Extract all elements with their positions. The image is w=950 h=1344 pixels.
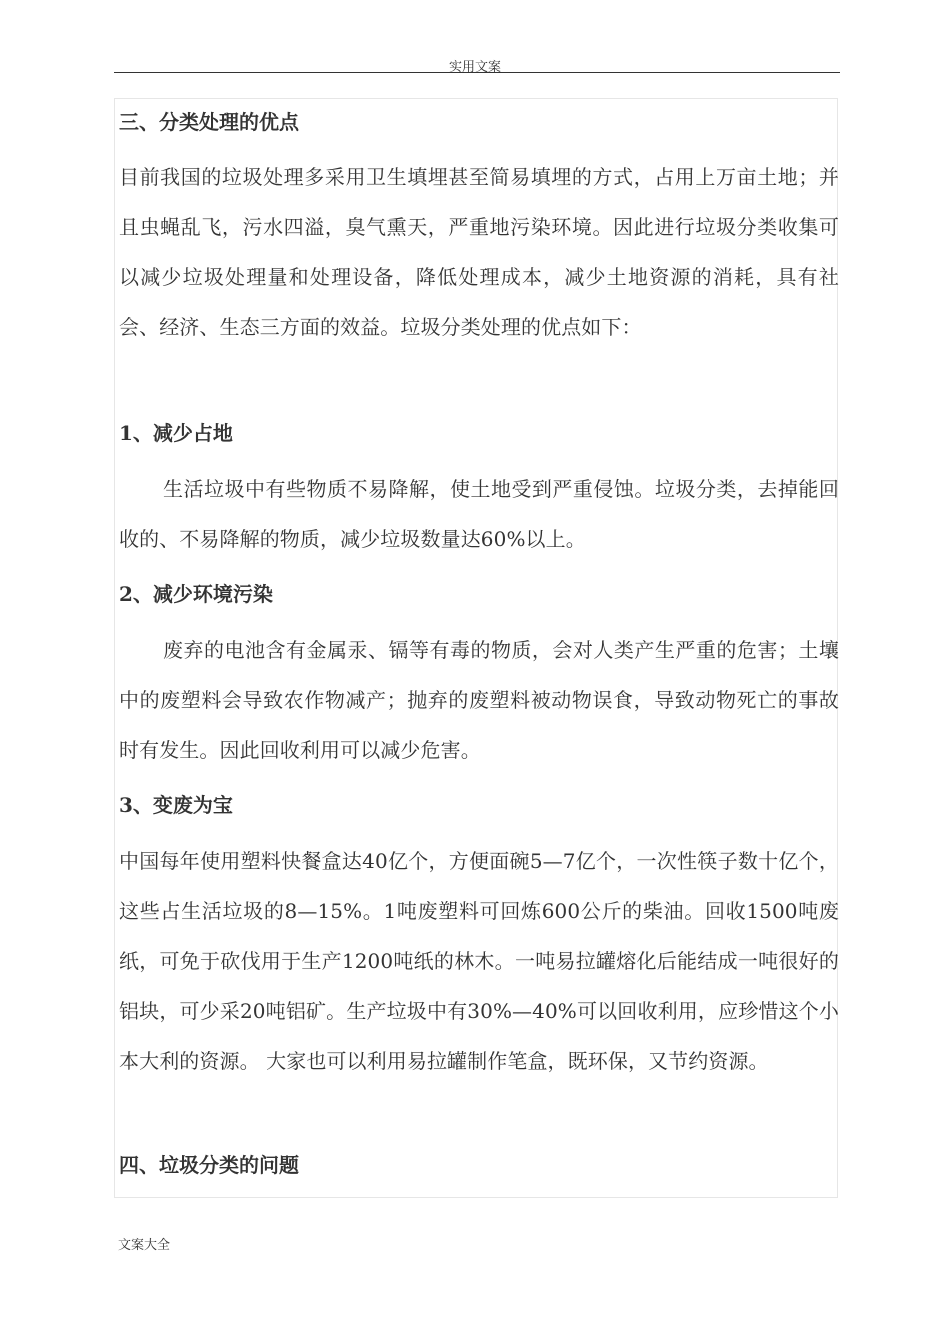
section-heading-advantages: 三、分类处理的优点: [119, 110, 299, 134]
paragraph-reduce-pollution: 废弃的电池含有金属汞、镉等有毒的物质，会对人类产生严重的危害；土壤中的废塑料会导致农作物减产；抛弃的废塑料被动物误食，导致动物死亡的事故时有发生。因此回收利用可以减少危害。: [119, 638, 839, 762]
header-divider: [114, 72, 840, 73]
page-header: 实用文案: [448, 60, 501, 75]
subheading-reduce-land-use: 1、减少占地: [119, 421, 233, 445]
page-footer: 文案大全: [118, 1238, 171, 1253]
paragraph-reduce-land-use: 生活垃圾中有些物质不易降解，使土地受到严重侵蚀。垃圾分类，去掉能回收的、不易降解的物质，减少垃圾数量达60%以上。: [119, 477, 839, 551]
subheading-waste-to-treasure: 3、变废为宝: [119, 793, 233, 817]
paragraph-waste-to-treasure: 中国每年使用塑料快餐盒达40亿个，方便面碗5—7亿个，一次性筷子数十亿个，这些占生活垃圾的8—15%。1吨废塑料可回炼600公斤的柴油。回收1500吨废纸，可免于砍伐用于生产1200吨纸的林木。一吨易拉罐熔化后能结成一吨很好的铝块，可少采20吨铝矿。生产垃圾中有30%—40%可以回收利用，应珍惜这个小本大利的资源。 大家也可以利用易拉罐制作笔盒，既环保，又节约资源。: [119, 849, 839, 1073]
subheading-reduce-pollution: 2、减少环境污染: [119, 582, 273, 606]
content-box: [114, 98, 838, 1198]
section-heading-problems: 四、垃圾分类的问题: [119, 1153, 299, 1177]
section-intro-paragraph: 目前我国的垃圾处理多采用卫生填埋甚至简易填埋的方式，占用上万亩土地；并且虫蝇乱飞，污水四溢，臭气熏天，严重地污染环境。因此进行垃圾分类收集可以减少垃圾处理量和处理设备，降低处理成本，减少土地资源的消耗，具有社会、经济、生态三方面的效益。垃圾分类处理的优点如下：: [119, 165, 839, 339]
